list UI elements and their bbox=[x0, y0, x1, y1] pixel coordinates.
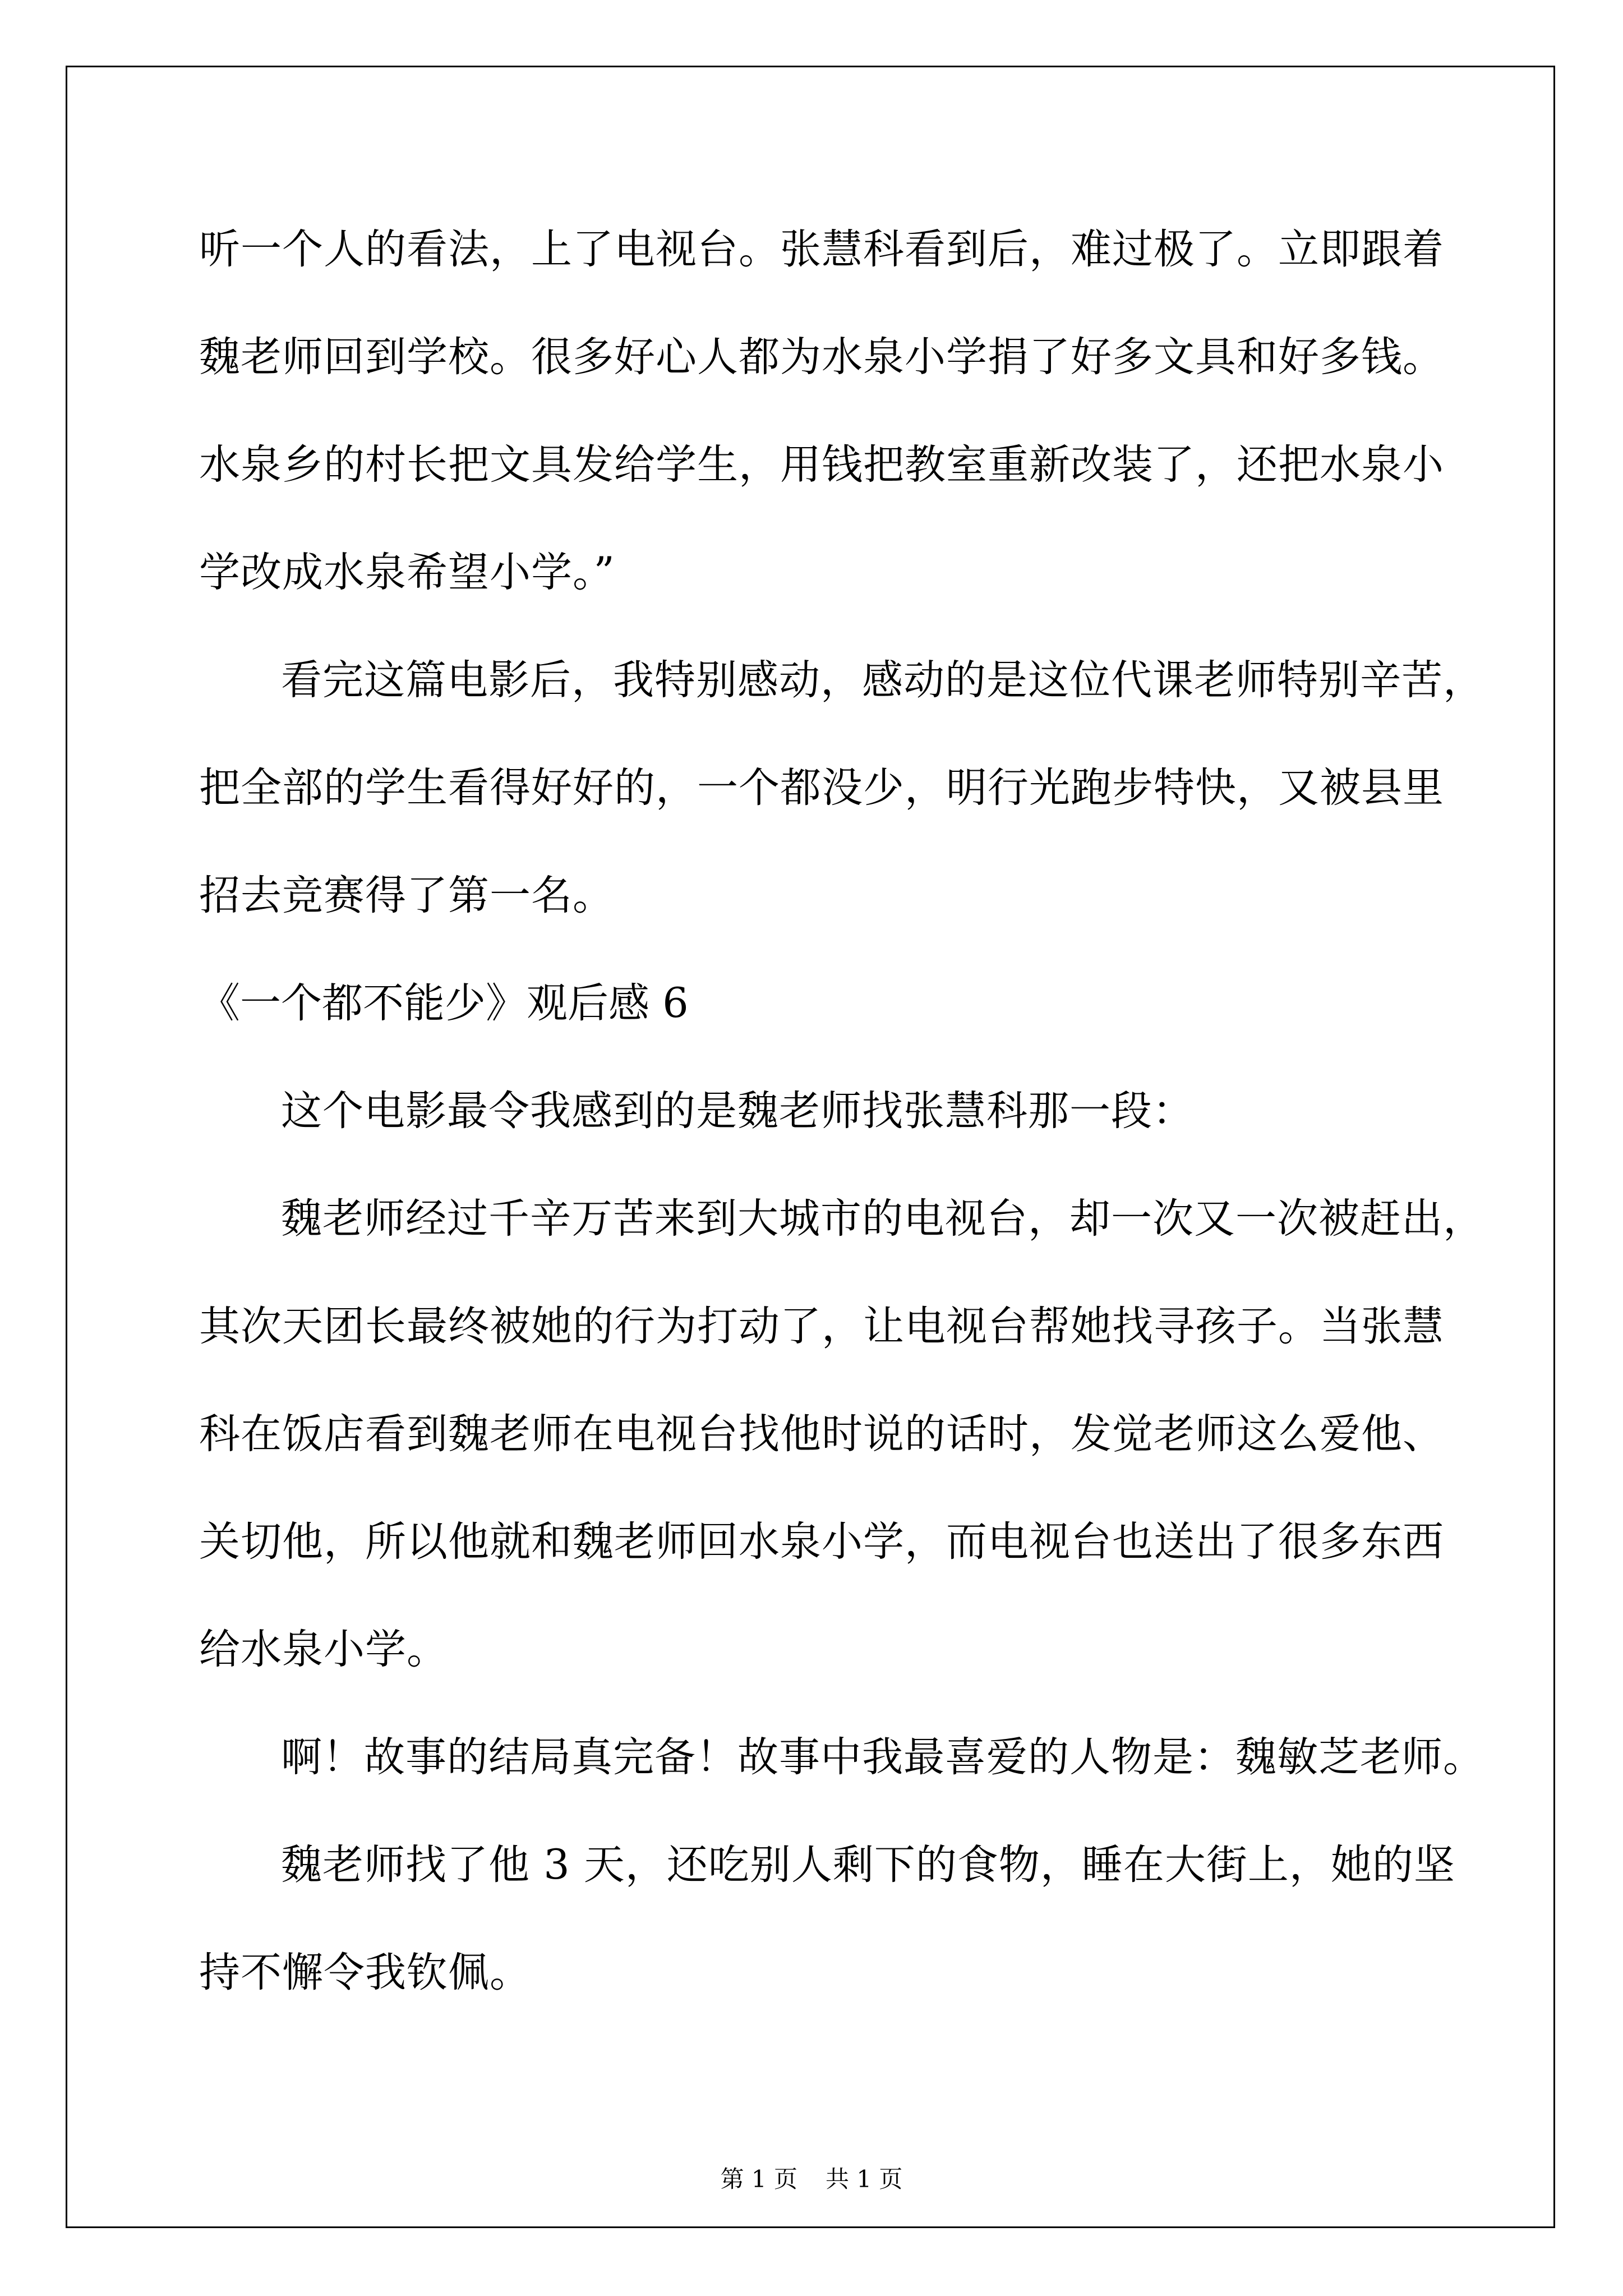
page-footer bbox=[0, 2162, 1623, 2196]
text-line: 魏老师找了他 3 天，还吃别人剩下的食物，睡在大街上，她的坚 bbox=[281, 1841, 1455, 1889]
text-line: 魏老师经过千辛万苦来到大城市的电视台，却一次又一次被赶出， bbox=[281, 1195, 1484, 1243]
section-heading: 《一个都不能少》观后感 6 bbox=[199, 979, 689, 1027]
text-line: 魏老师回到学校。很多好心人都为水泉小学捐了好多文具和好多钱。 bbox=[199, 333, 1444, 381]
text-line: 持不懈令我钦佩。 bbox=[199, 1949, 531, 1996]
text-line: 给水泉小学。 bbox=[199, 1626, 448, 1673]
text-line: 水泉乡的村长把文具发给学生，用钱把教室重新改装了，还把水泉小 bbox=[199, 441, 1444, 489]
text-line: 科在饭店看到魏老师在电视台找他时说的话时，发觉老师这么爱他、 bbox=[199, 1410, 1444, 1458]
text-line: 学改成水泉希望小学。” bbox=[199, 549, 615, 596]
text-line: 啊！故事的结局真完备！故事中我最喜爱的人物是：魏敏芝老师。 bbox=[281, 1733, 1484, 1781]
text-line: 招去竞赛得了第一名。 bbox=[199, 872, 614, 919]
page-number: 第 1 页 bbox=[720, 2165, 797, 2193]
text-line: 关切他，所以他就和魏老师回水泉小学，而电视台也送出了很多东西 bbox=[199, 1518, 1444, 1566]
text-line: 其次天团长最终被她的行为打动了，让电视台帮她找寻孩子。当张慧 bbox=[199, 1303, 1444, 1350]
text-line: 把全部的学生看得好好的，一个都没少，明行光跑步特快，又被县里 bbox=[199, 764, 1444, 812]
page-total: 共 1 页 bbox=[826, 2165, 903, 2193]
text-line: 听一个人的看法，上了电视台。张慧科看到后，难过极了。立即跟着 bbox=[199, 226, 1444, 273]
text-line: 看完这篇电影后，我特别感动，感动的是这位代课老师特别辛苦， bbox=[281, 656, 1484, 704]
text-line: 这个电影最令我感到的是魏老师找张慧科那一段： bbox=[281, 1087, 1194, 1135]
document-body bbox=[199, 216, 1484, 2047]
